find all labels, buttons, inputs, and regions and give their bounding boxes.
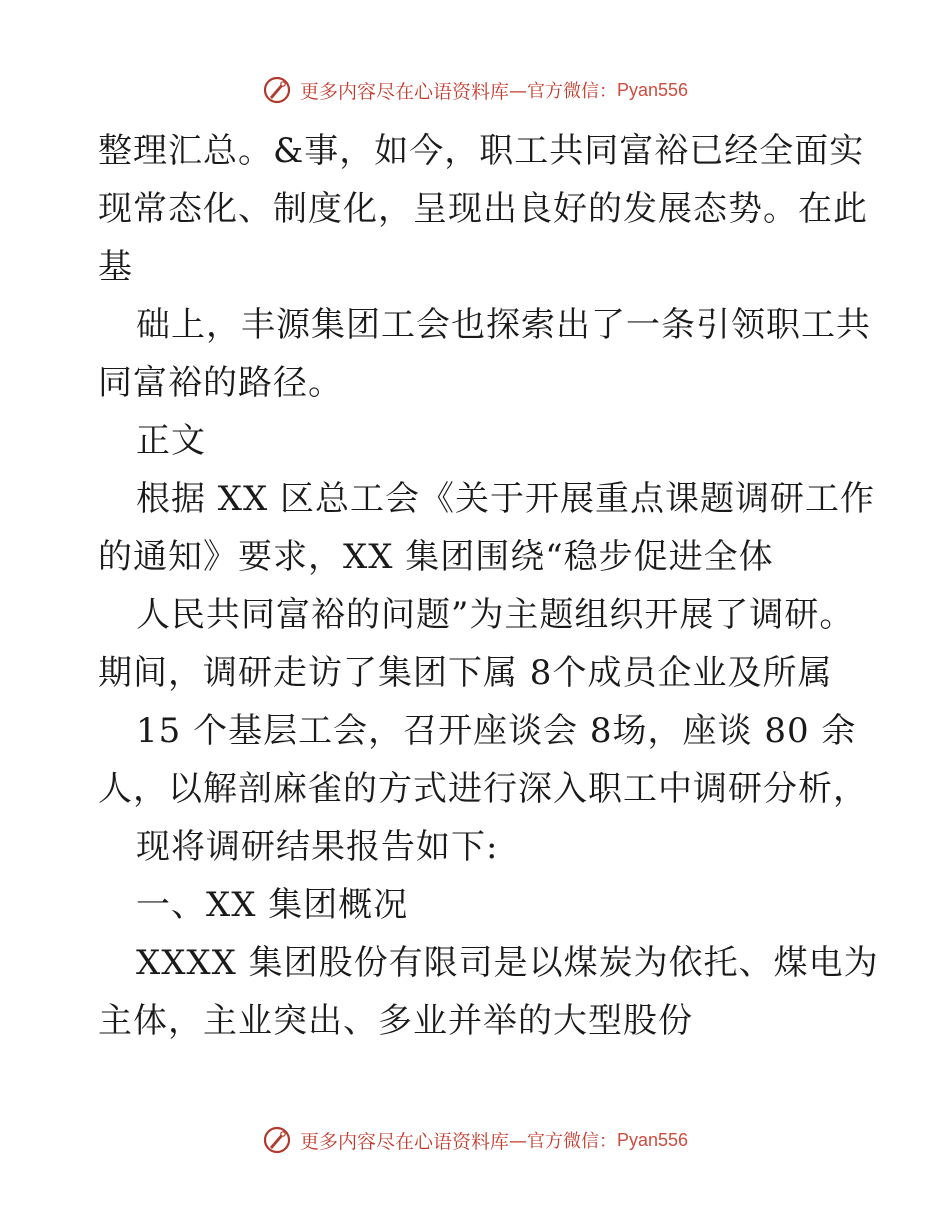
text-line: 人民共同富裕的问题”为主题组织开展了调研。 [136,595,855,635]
watermark-brand: 更多内容尽在心语资料库 [299,80,509,103]
text-line: 现将调研结果报告如下: [136,827,499,867]
text-line: 主体，主业突出、多业并举的大型股份 [98,1001,693,1041]
text-line: XXXX 集团股份有限司是以煤炭为依托、煤电为 [136,943,879,983]
text-line: 同富裕的路径。 [98,363,343,403]
section-heading: 一、XX 集团概况 [136,885,409,925]
quill-logo-icon [262,1125,292,1155]
watermark-wechat-label: —官方微信： [508,1131,617,1152]
text-line: 15 个基层工会，召开座谈会 8场，座谈 80 余 [136,711,857,751]
section-heading: 正文 [136,421,206,461]
watermark-header [0,70,950,110]
text-line: 础上，丰源集团工会也探索出了一条引领职工共 [136,305,871,345]
text-line: 整理汇总。&事，如今，职工共同富裕已经全面实 [98,131,865,171]
document-body [98,122,879,1050]
watermark-account: Pyan556 [616,1129,689,1150]
text-line: 基 [98,247,133,287]
quill-logo-icon [262,75,292,105]
text-line: 现常态化、制度化，呈现出良好的发展态势。在此 [98,189,868,229]
watermark-wechat-label: —官方微信： [508,81,617,102]
watermark-brand: 更多内容尽在心语资料库 [299,1130,509,1153]
watermark-account: Pyan556 [616,79,689,100]
watermark-footer [0,1120,950,1160]
text-line: 期间，调研走访了集团下属 8个成员企业及所属 [98,653,833,693]
text-line: 的通知》要求，XX 集团围绕“稳步促进全体 [98,537,774,577]
text-line: 根据 XX 区总工会《关于开展重点课题调研工作 [136,479,876,519]
text-line: 人，以解剖麻雀的方式进行深入职工中调研分析， [98,769,868,809]
